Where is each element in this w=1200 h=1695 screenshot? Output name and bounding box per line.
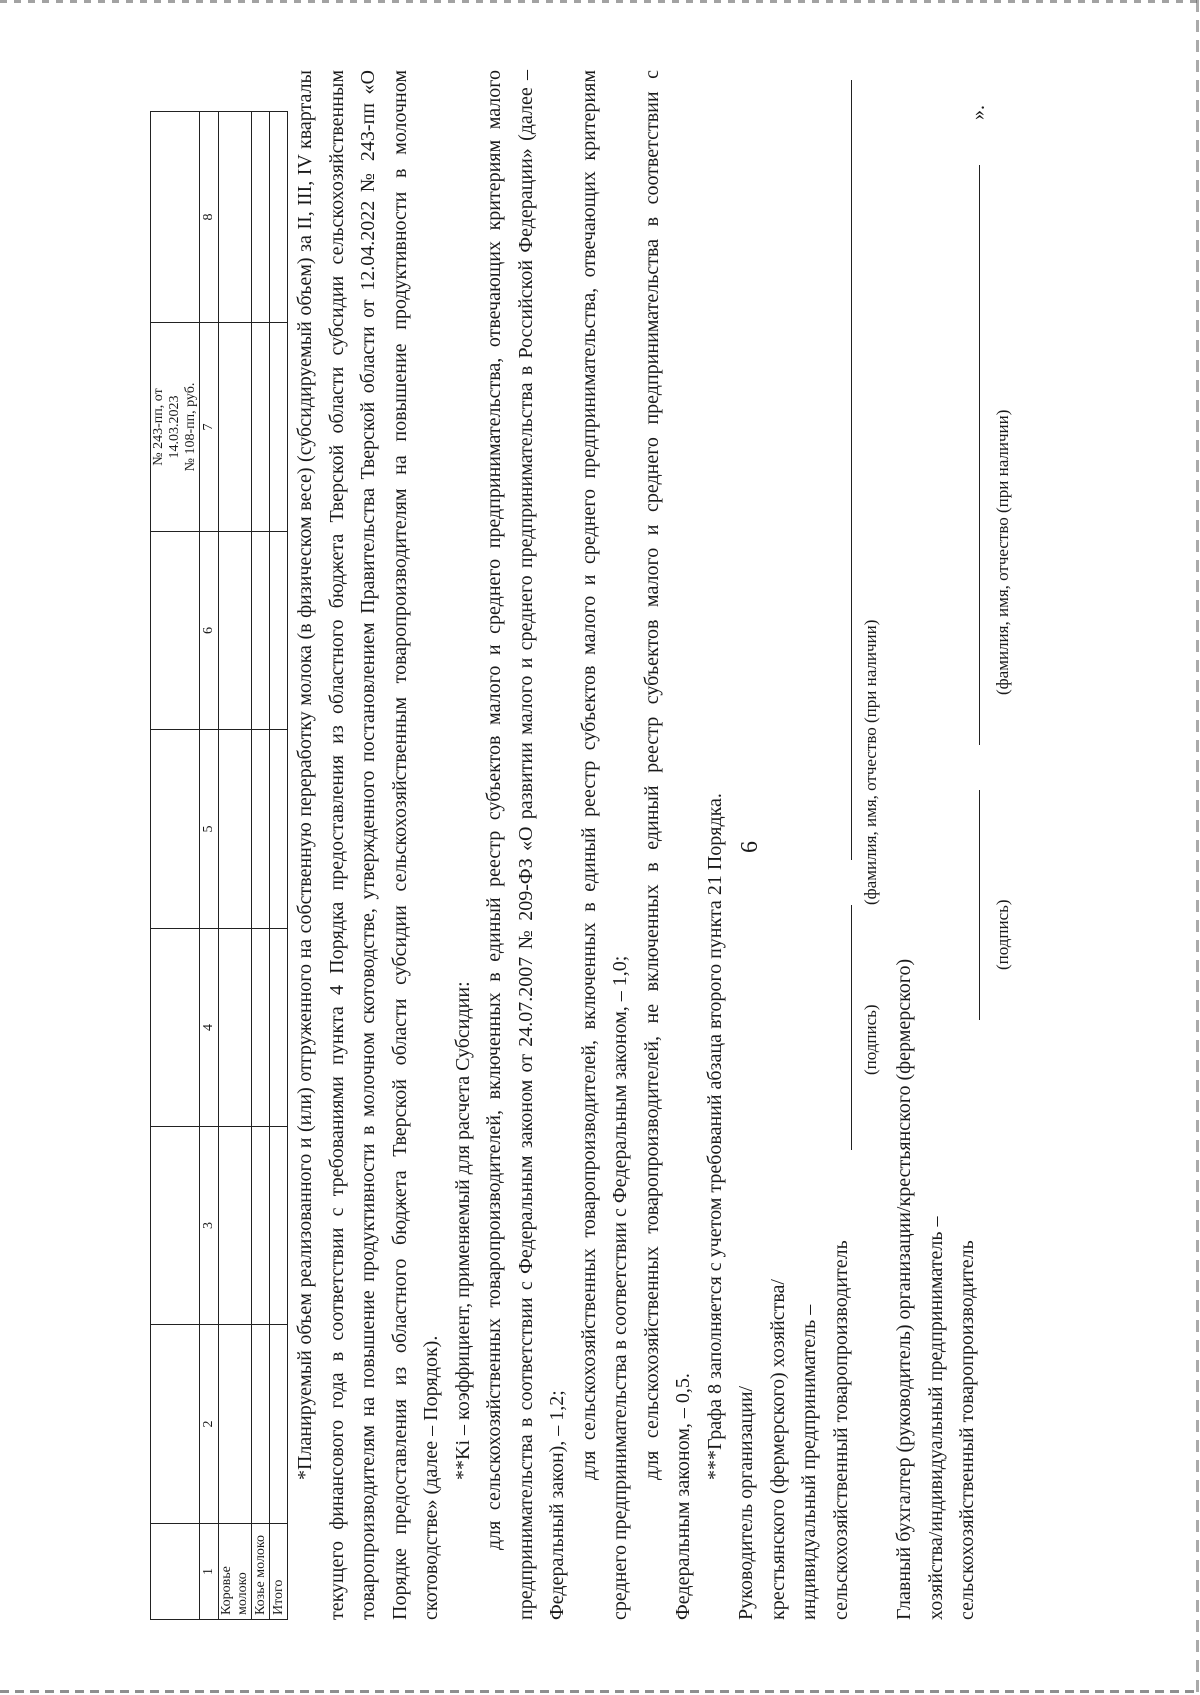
accountant-signature-line bbox=[979, 790, 980, 1020]
head-name-line bbox=[851, 80, 852, 860]
footnote-ki-other: для сельскохозяйственных товаропроизводителей, не включенных в единый реестр субъектов малого и среднего предпринимательства в соответствии с Федеральным законом, – 0,5. bbox=[640, 70, 695, 1620]
accountant-title-line: сельскохозяйственный товаропроизводитель bbox=[956, 1240, 979, 1620]
header-cell-7: № 243-пп, от 14.03.2023 № 108-пп, руб. bbox=[151, 323, 200, 532]
head-title-line: сельскохозяйственный товаропроизводитель bbox=[829, 1240, 852, 1620]
accountant-signature-block bbox=[889, 70, 989, 1620]
row-label: Итого bbox=[270, 1524, 288, 1620]
accountant-title-line: Главный бухгалтер (руководитель) организации/крестьянского (фермерского) bbox=[893, 958, 916, 1620]
head-captions bbox=[857, 70, 889, 1620]
head-name-caption: (фамилия, имя, отчество (при наличии) bbox=[861, 619, 881, 905]
head-signature-line bbox=[851, 905, 852, 1150]
scan-edge-right bbox=[1196, 0, 1199, 1695]
footnotes bbox=[290, 70, 731, 1620]
subsidy-table bbox=[150, 111, 288, 1620]
footnote-column-8: ***Графа 8 заполняется с учетом требований абзаца второго пункта 21 Порядка. bbox=[703, 793, 726, 1480]
page-number: 6 bbox=[737, 841, 763, 853]
closing-quote: ». bbox=[967, 105, 990, 120]
column-number: 5 bbox=[200, 730, 219, 929]
column-number: 8 bbox=[200, 112, 219, 323]
column-number: 3 bbox=[200, 1127, 219, 1325]
head-signature-caption: (подпись) bbox=[861, 1004, 881, 1075]
row-label: Коровье молоко bbox=[219, 1524, 252, 1620]
footnote-ki-medium: для сельскохозяйственных товаропроизводителей, включенных в единый реестр субъектов малого и среднего предпринимательства, отвечающих критериям среднего предпринимательства в соответствии с Федеральным законом, – 1,0; bbox=[577, 70, 632, 1620]
rotated-page-content bbox=[150, 70, 1150, 1620]
footnote-ki-coefficient: **Ki – коэффициент, применяемый для расчета Субсидии: bbox=[451, 981, 474, 1480]
accountant-title-line: хозяйства/индивидуальный предприниматель – bbox=[924, 1216, 947, 1620]
column-number: 2 bbox=[200, 1325, 219, 1524]
accountant-signature-caption: (подпись) bbox=[993, 899, 1013, 970]
footnote-ki-small: для сельскохозяйственных товаропроизводителей, включенных в единый реестр субъектов малого и среднего предпринимательства, отвечающих критериям малого предпринимательства в соответствии с Федеральным законом от 24.07.2007 № 209-ФЗ «О развитии малого и среднего предпринимательства в Российской Федерации» (далее – Федеральный закон), – 1,2; bbox=[483, 70, 569, 1620]
footnote-planned-volume: *Планируемый объем реализованного и (или) отгруженного на собственную переработку молока (в физическом весе) (субсидируемый объем) за II, III, IV кварталы текущего финансового года в соответствии с требованиями пункта 4 Порядка предоставления из областного бюджета Тверской области субсидии сельскохозяйственным товаропроизводителям на повышение продуктивности в молочном скотоводстве, утвержденного постановлением Правительства Тверской области от 12.04.2022 № 243-пп «О Порядке предоставления из областного бюджета Тверской области субсидии сельскохозяйственным товаропроизводителям на повышение продуктивности в молочном скотоводстве» (далее – Порядок). bbox=[294, 70, 443, 1620]
column-number: 1 bbox=[200, 1524, 219, 1620]
row-label: Козье молоко bbox=[252, 1524, 270, 1620]
head-title-line: крестьянского (фермерского) хозяйства/ bbox=[766, 1279, 789, 1620]
column-number: 4 bbox=[200, 929, 219, 1127]
accountant-name-caption: (фамилия, имя, отчество (при наличии) bbox=[993, 409, 1013, 695]
scan-edge-bottom bbox=[0, 1690, 1200, 1693]
table-row bbox=[252, 112, 270, 1620]
head-signature-block bbox=[731, 70, 857, 1620]
column-number: 6 bbox=[200, 532, 219, 730]
column-number-row bbox=[200, 112, 219, 1620]
table-row bbox=[270, 112, 288, 1620]
table-row bbox=[219, 112, 252, 1620]
accountant-captions bbox=[989, 70, 1019, 1620]
table-header-row bbox=[151, 112, 200, 1620]
accountant-name-line bbox=[979, 165, 980, 745]
column-number: 7 bbox=[200, 323, 219, 532]
head-title-line: индивидуальный предприниматель – bbox=[798, 1304, 821, 1620]
head-title-line: Руководитель организации/ bbox=[735, 1385, 758, 1620]
scan-edge-top bbox=[0, 0, 1200, 3]
